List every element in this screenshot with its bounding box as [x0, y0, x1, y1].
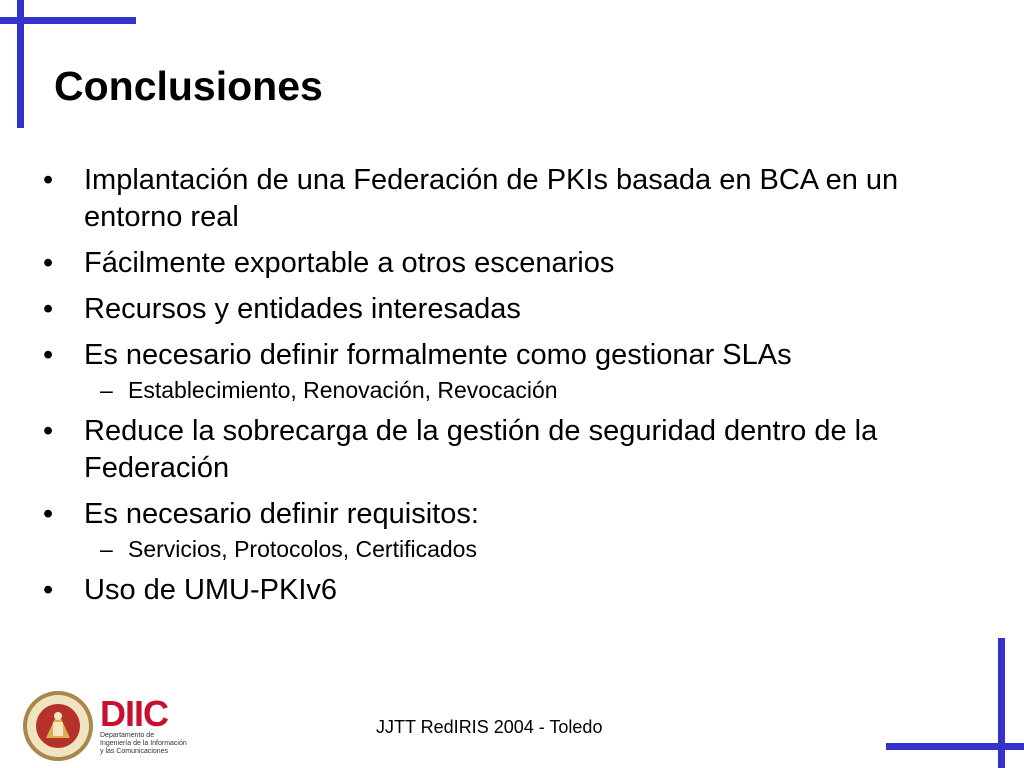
- bullet-text: Uso de UMU-PKIv6: [84, 574, 338, 606]
- university-seal-logo: [22, 690, 94, 762]
- department-name-line: Departamento de: [100, 732, 155, 739]
- bullet-item: [40, 413, 960, 487]
- sub-bullet-list: [84, 535, 960, 563]
- bullet-marker: •: [43, 164, 54, 196]
- department-name-line: Ingeniería de la Información: [100, 740, 187, 747]
- corner-bar-top-left-horizontal: [0, 17, 136, 24]
- bullet-item: [40, 162, 960, 236]
- bullet-text: Es necesario definir requisitos:: [84, 498, 479, 530]
- sub-bullet-item: [84, 376, 960, 404]
- bullet-marker: •: [43, 293, 54, 325]
- department-logo-mark: DIIC: [100, 693, 168, 734]
- bullet-text: Recursos y entidades interesadas: [84, 293, 521, 325]
- bullet-list: [40, 162, 960, 618]
- sub-bullet-item: [84, 535, 960, 563]
- sub-bullet-list: [84, 376, 960, 404]
- footer-text: JJTT RedIRIS 2004 - Toledo: [376, 717, 603, 737]
- sub-bullet-marker: –: [100, 536, 113, 562]
- sub-bullet-text: Establecimiento, Renovación, Revocación: [128, 377, 558, 403]
- bullet-marker: •: [43, 247, 54, 279]
- bullet-text: Reduce la sobrecarga de la gestión de seguridad dentro de la Federación: [84, 415, 878, 484]
- corner-bar-bottom-right-horizontal: [886, 743, 1024, 750]
- bullet-marker: •: [43, 574, 54, 606]
- bullet-item: [40, 496, 960, 563]
- department-name-line: y las Comunicaciones: [100, 748, 169, 755]
- slide-title: Conclusiones: [54, 63, 323, 109]
- bullet-marker: •: [43, 498, 54, 530]
- bullet-marker: •: [43, 415, 54, 447]
- bullet-text: Es necesario definir formalmente como gestionar SLAs: [84, 339, 792, 371]
- sub-bullet-text: Servicios, Protocolos, Certificados: [128, 536, 477, 562]
- department-logo: [100, 693, 196, 758]
- bullet-item: [40, 291, 960, 328]
- bullet-marker: •: [43, 339, 54, 371]
- bullet-item: [40, 337, 960, 404]
- bullet-item: [40, 572, 960, 609]
- bullet-text: Fácilmente exportable a otros escenarios: [84, 247, 615, 279]
- sub-bullet-marker: –: [100, 377, 113, 403]
- bullet-item: [40, 245, 960, 282]
- bullet-text: Implantación de una Federación de PKIs basada en BCA en un entorno real: [84, 164, 899, 233]
